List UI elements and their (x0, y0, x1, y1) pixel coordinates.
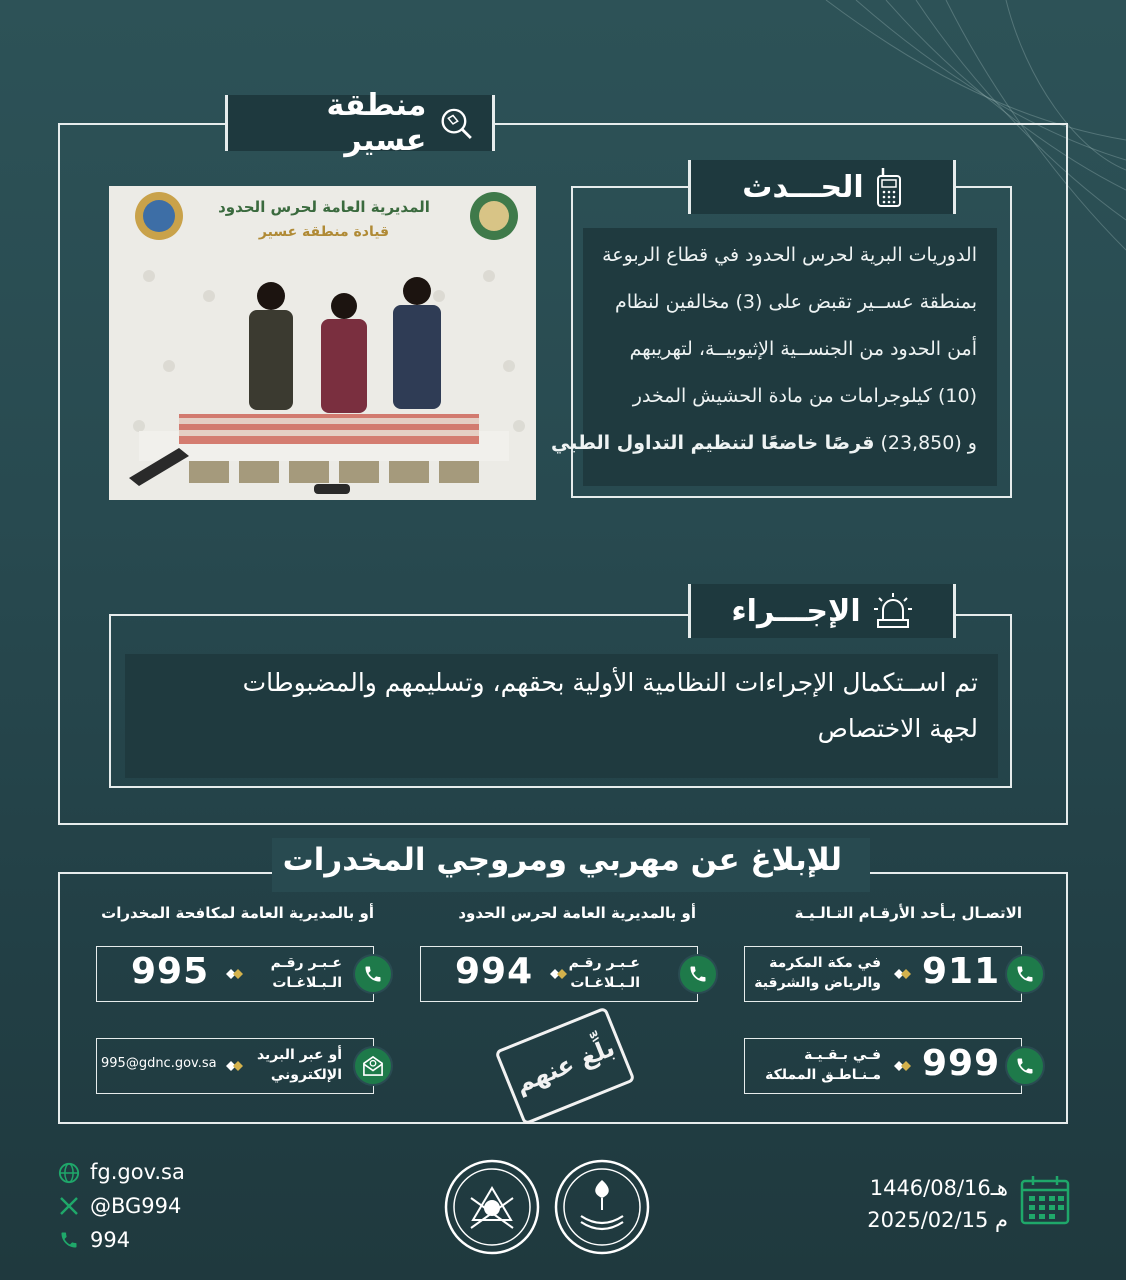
hotline-994-label-1: عـبـر رقـم (568, 955, 640, 971)
ministry-emblem (553, 1158, 651, 1256)
diamond-bullet-icon (225, 968, 243, 980)
date-hijri: 1446/08/16هـ (869, 1176, 1008, 1200)
search-icon (438, 104, 474, 142)
hotline-995-label (271, 953, 342, 993)
event-title: الحـــدث (742, 169, 864, 205)
footer-phone[interactable]: 994 (90, 1228, 131, 1252)
event-line-5-bold: قرصًا خاضعًا لتنظيم التداول الطبي (551, 432, 875, 454)
alarm-icon (873, 592, 913, 630)
phone-icon (59, 1230, 79, 1250)
hotline-911-label-2: والرياض والشرقية (754, 975, 881, 991)
event-line-5-prefix: و (23,850) (880, 432, 977, 454)
action-line-1: تم اســتكمال الإجراءات النظامية الأولية بحقهم، وتسليمهم والمضبوطات (242, 668, 978, 697)
calendar-icon (1020, 1175, 1070, 1225)
hotline-911-label-1: في مكة المكرمة (769, 955, 881, 971)
phone-icon[interactable] (678, 954, 718, 994)
region-title-tab (225, 88, 495, 158)
phone-icon[interactable] (1005, 954, 1045, 994)
hotline-999-label-1: فـي بـقـيـة (804, 1047, 881, 1063)
event-text-panel (551, 228, 997, 486)
phone-icon[interactable] (1005, 1046, 1045, 1086)
report-col-right-head: الاتصـال بـأحد الأرقـام التـالـيـة (794, 904, 1022, 922)
report-col-mid-head: أو بالمديرية العامة لحرس الحدود (458, 904, 696, 922)
diamond-bullet-icon (549, 968, 567, 980)
globe-icon (58, 1162, 80, 1184)
hotline-995-number: 995 (131, 951, 210, 992)
action-text-panel (125, 654, 998, 778)
email-label (257, 1045, 342, 1085)
email-address[interactable]: 995@gdnc.gov.sa (101, 1056, 217, 1071)
photo-banner-line1: المديرية العامة لحرس الحدود (218, 198, 430, 216)
photo-banner-line2: قيادة منطقة عسير (258, 224, 390, 240)
diamond-bullet-icon (893, 1060, 911, 1072)
hotline-911-label (754, 953, 881, 993)
action-title: الإجـــراء (731, 593, 861, 629)
hotline-911-number: 911 (922, 951, 1001, 992)
hotline-994-label-2: الـبـلاغـات (570, 975, 640, 991)
walkie-talkie-icon (876, 167, 902, 207)
email-label-2: الإلكتروني (270, 1067, 342, 1083)
hotline-995-label-1: عـبـر رقـم (270, 955, 342, 971)
action-title-tab (688, 584, 956, 638)
hotline-999-label-2: مـنـاطـق المملكة (765, 1067, 881, 1083)
hotline-994-number: 994 (455, 951, 534, 992)
event-title-tab (688, 160, 956, 214)
footer-twitter[interactable]: @BG994 (90, 1194, 182, 1218)
event-line-3: أمن الحدود من الجنســية الإثيوبيــة، لتهريبهم (629, 338, 977, 360)
hotline-999-label (765, 1045, 881, 1085)
x-icon (59, 1196, 79, 1216)
border-guard-emblem (443, 1158, 541, 1256)
email-label-1: أو عبر البريد (256, 1047, 342, 1063)
event-line-1: الدوريات البرية لحرس الحدود في قطاع الربوعة (602, 244, 977, 266)
phone-icon[interactable] (353, 954, 393, 994)
footer-website[interactable]: fg.gov.sa (90, 1160, 185, 1184)
report-col-left-head: أو بالمديرية العامة لمكافحة المخدرات (101, 904, 374, 922)
seizure-photo (109, 186, 536, 500)
action-line-2: لجهة الاختصاص (817, 714, 978, 743)
hotline-999-number: 999 (922, 1043, 1001, 1084)
event-line-5 (551, 432, 977, 454)
diamond-bullet-icon (225, 1060, 243, 1072)
region-title: منطقة عسير (326, 88, 427, 158)
hotline-994-label (569, 953, 640, 993)
event-line-2: بمنطقة عســير تقبض على (3) مخالفين لنظام (614, 291, 977, 313)
diamond-bullet-icon (893, 968, 911, 980)
report-title: للإبلاغ عن مهربي ومروجي المخدرات (282, 842, 842, 878)
report-stamp-text: بلِّغ عنهم (511, 1033, 619, 1099)
email-icon[interactable] (353, 1046, 393, 1086)
event-line-4: (10) كيلوجرامات من مادة الحشيش المخدر (632, 385, 977, 407)
date-gregorian: 2025/02/15 م (867, 1208, 1008, 1232)
hotline-995-label-2: الـبـلاغـات (272, 975, 342, 991)
